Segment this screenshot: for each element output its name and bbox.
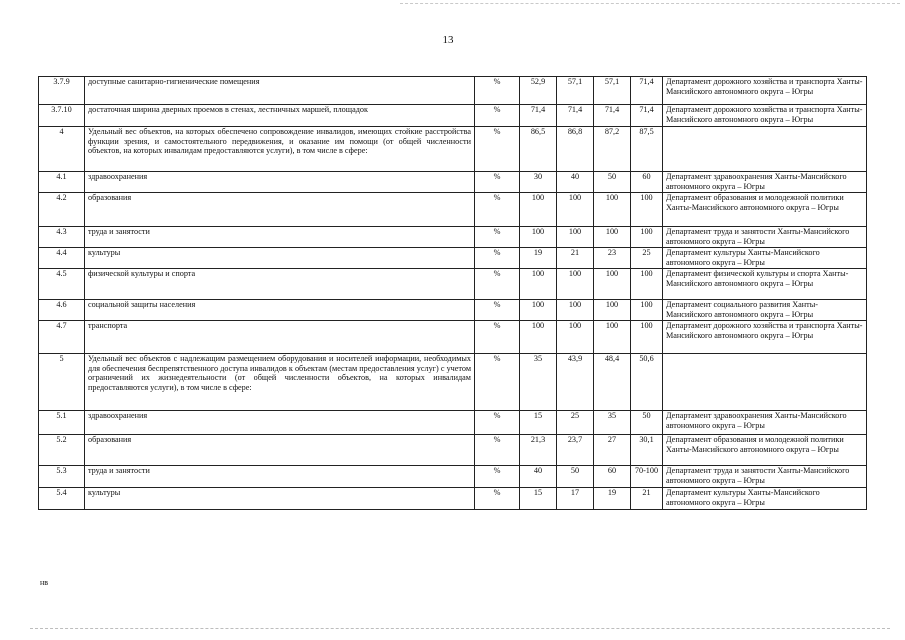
row-value-3: 35	[594, 411, 631, 435]
row-value-3: 23	[594, 248, 631, 269]
row-value-4: 70-100	[631, 466, 663, 488]
row-value-2: 100	[557, 227, 594, 248]
row-value-3: 60	[594, 466, 631, 488]
row-value-2: 100	[557, 300, 594, 321]
row-indicator-name: образования	[85, 435, 475, 466]
row-indicator-name: здравоохранения	[85, 172, 475, 193]
row-department: Департамент труда и занятости Ханты-Мансийского автономного округа – Югры	[663, 227, 867, 248]
row-department: Департамент здравоохранения Ханты-Мансийского автономного округа – Югры	[663, 172, 867, 193]
row-value-3: 100	[594, 193, 631, 227]
row-unit: %	[475, 227, 520, 248]
row-value-3: 71,4	[594, 105, 631, 127]
row-unit: %	[475, 300, 520, 321]
table-row	[39, 248, 867, 269]
row-unit: %	[475, 77, 520, 105]
row-number: 5.1	[39, 411, 85, 435]
row-number: 4.6	[39, 300, 85, 321]
footer-mark: нв	[40, 578, 49, 587]
row-department: Департамент дорожного хозяйства и транспорта Ханты-Мансийского автономного округа – Югры	[663, 77, 867, 105]
row-unit: %	[475, 127, 520, 172]
row-value-4: 100	[631, 269, 663, 300]
row-number: 3.7.9	[39, 77, 85, 105]
row-value-4: 50	[631, 411, 663, 435]
row-department: Департамент труда и занятости Ханты-Мансийского автономного округа – Югры	[663, 466, 867, 488]
row-unit: %	[475, 248, 520, 269]
row-value-1: 15	[520, 488, 557, 510]
row-number: 4.1	[39, 172, 85, 193]
row-value-4: 30,1	[631, 435, 663, 466]
row-value-2: 100	[557, 321, 594, 354]
table-row	[39, 488, 867, 510]
row-value-4: 71,4	[631, 105, 663, 127]
row-value-3: 100	[594, 227, 631, 248]
row-value-3: 19	[594, 488, 631, 510]
row-value-2: 50	[557, 466, 594, 488]
row-value-2: 57,1	[557, 77, 594, 105]
table-row	[39, 411, 867, 435]
row-department: Департамент физической культуры и спорта Ханты-Мансийского автономного округа – Югры	[663, 269, 867, 300]
row-value-1: 15	[520, 411, 557, 435]
row-indicator-name: культуры	[85, 248, 475, 269]
row-number: 4.5	[39, 269, 85, 300]
row-value-4: 60	[631, 172, 663, 193]
row-value-3: 100	[594, 269, 631, 300]
row-value-2: 40	[557, 172, 594, 193]
row-number: 5	[39, 354, 85, 411]
row-value-4: 87,5	[631, 127, 663, 172]
row-indicator-name: труда и занятости	[85, 466, 475, 488]
row-value-4: 50,6	[631, 354, 663, 411]
row-unit: %	[475, 435, 520, 466]
table-row	[39, 227, 867, 248]
row-unit: %	[475, 354, 520, 411]
row-indicator-name: Удельный вес объектов с надлежащим размещением оборудования и носителей информации, необходимых для обеспечения беспрепятственного доступа инвалидов к объектам (местам предоставления услуг) с учетом ограничений их жизнедеятельности (от общей численности объектов, на которых инвалидам предоставляются услуги), в том числе в сфере:	[85, 354, 475, 411]
row-department: Департамент образования и молодежной политики Ханты-Мансийского автономного округа – Югры	[663, 435, 867, 466]
row-indicator-name: здравоохранения	[85, 411, 475, 435]
row-unit: %	[475, 269, 520, 300]
row-department: Департамент дорожного хозяйства и транспорта Ханты-Мансийского автономного округа – Югры	[663, 321, 867, 354]
row-value-2: 100	[557, 269, 594, 300]
row-value-3: 100	[594, 321, 631, 354]
row-indicator-name: Удельный вес объектов, на которых обеспечено сопровождение инвалидов, имеющих стойкие расстройства функции зрения, и самостоятельного передвижения, и оказание им помощи (от общей численности объектов, на которых инвалидам предоставляются услуги), в том числе в сфере:	[85, 127, 475, 172]
row-value-4: 25	[631, 248, 663, 269]
row-value-4: 100	[631, 321, 663, 354]
table-row	[39, 300, 867, 321]
row-number: 4.4	[39, 248, 85, 269]
page-number: 13	[442, 34, 454, 46]
row-department: Департамент культуры Ханты-Мансийского автономного округа – Югры	[663, 488, 867, 510]
row-department: Департамент культуры Ханты-Мансийского автономного округа – Югры	[663, 248, 867, 269]
row-value-2: 43,9	[557, 354, 594, 411]
row-value-2: 23,7	[557, 435, 594, 466]
row-value-3: 27	[594, 435, 631, 466]
row-number: 5.4	[39, 488, 85, 510]
row-value-4: 21	[631, 488, 663, 510]
row-department	[663, 354, 867, 411]
row-value-3: 87,2	[594, 127, 631, 172]
table-row	[39, 172, 867, 193]
row-number: 4	[39, 127, 85, 172]
row-value-4: 100	[631, 300, 663, 321]
row-indicator-name: доступные санитарно-гигиенические помещения	[85, 77, 475, 105]
row-value-4: 71,4	[631, 77, 663, 105]
table-row	[39, 466, 867, 488]
row-indicator-name: образования	[85, 193, 475, 227]
row-number: 3.7.10	[39, 105, 85, 127]
row-value-1: 21,3	[520, 435, 557, 466]
scan-edge-bottom	[30, 628, 890, 630]
row-value-4: 100	[631, 227, 663, 248]
row-value-2: 100	[557, 193, 594, 227]
row-number: 4.3	[39, 227, 85, 248]
row-value-2: 86,8	[557, 127, 594, 172]
row-value-1: 30	[520, 172, 557, 193]
row-unit: %	[475, 193, 520, 227]
row-value-3: 50	[594, 172, 631, 193]
row-department: Департамент дорожного хозяйства и транспорта Ханты-Мансийского автономного округа – Югры	[663, 105, 867, 127]
row-department	[663, 127, 867, 172]
row-indicator-name: социальной защиты населения	[85, 300, 475, 321]
row-unit: %	[475, 321, 520, 354]
table-row	[39, 105, 867, 127]
row-number: 5.3	[39, 466, 85, 488]
row-value-3: 48,4	[594, 354, 631, 411]
row-value-2: 71,4	[557, 105, 594, 127]
scan-edge-top	[400, 3, 900, 5]
indicator-table	[38, 76, 867, 510]
row-value-1: 100	[520, 321, 557, 354]
row-unit: %	[475, 411, 520, 435]
row-number: 4.2	[39, 193, 85, 227]
row-indicator-name: достаточная ширина дверных проемов в стенах, лестничных маршей, площадок	[85, 105, 475, 127]
table-row	[39, 435, 867, 466]
row-value-1: 19	[520, 248, 557, 269]
table-row	[39, 354, 867, 411]
row-value-2: 21	[557, 248, 594, 269]
row-indicator-name: труда и занятости	[85, 227, 475, 248]
row-value-3: 100	[594, 300, 631, 321]
row-value-1: 71,4	[520, 105, 557, 127]
row-value-1: 86,5	[520, 127, 557, 172]
row-department: Департамент социального развития Ханты-Мансийского автономного округа – Югры	[663, 300, 867, 321]
row-value-1: 40	[520, 466, 557, 488]
row-value-2: 25	[557, 411, 594, 435]
row-number: 5.2	[39, 435, 85, 466]
row-indicator-name: культуры	[85, 488, 475, 510]
row-unit: %	[475, 466, 520, 488]
row-value-1: 35	[520, 354, 557, 411]
table-row	[39, 127, 867, 172]
row-number: 4.7	[39, 321, 85, 354]
table-row	[39, 321, 867, 354]
row-value-1: 100	[520, 227, 557, 248]
row-value-4: 100	[631, 193, 663, 227]
row-unit: %	[475, 172, 520, 193]
row-value-1: 100	[520, 300, 557, 321]
table-row	[39, 269, 867, 300]
row-unit: %	[475, 488, 520, 510]
row-value-3: 57,1	[594, 77, 631, 105]
row-value-1: 52,9	[520, 77, 557, 105]
table-row	[39, 77, 867, 105]
row-department: Департамент образования и молодежной политики Ханты-Мансийского автономного округа – Югры	[663, 193, 867, 227]
row-value-1: 100	[520, 269, 557, 300]
row-unit: %	[475, 105, 520, 127]
row-value-1: 100	[520, 193, 557, 227]
table-row	[39, 193, 867, 227]
row-indicator-name: физической культуры и спорта	[85, 269, 475, 300]
row-value-2: 17	[557, 488, 594, 510]
row-department: Департамент здравоохранения Ханты-Мансийского автономного округа – Югры	[663, 411, 867, 435]
row-indicator-name: транспорта	[85, 321, 475, 354]
